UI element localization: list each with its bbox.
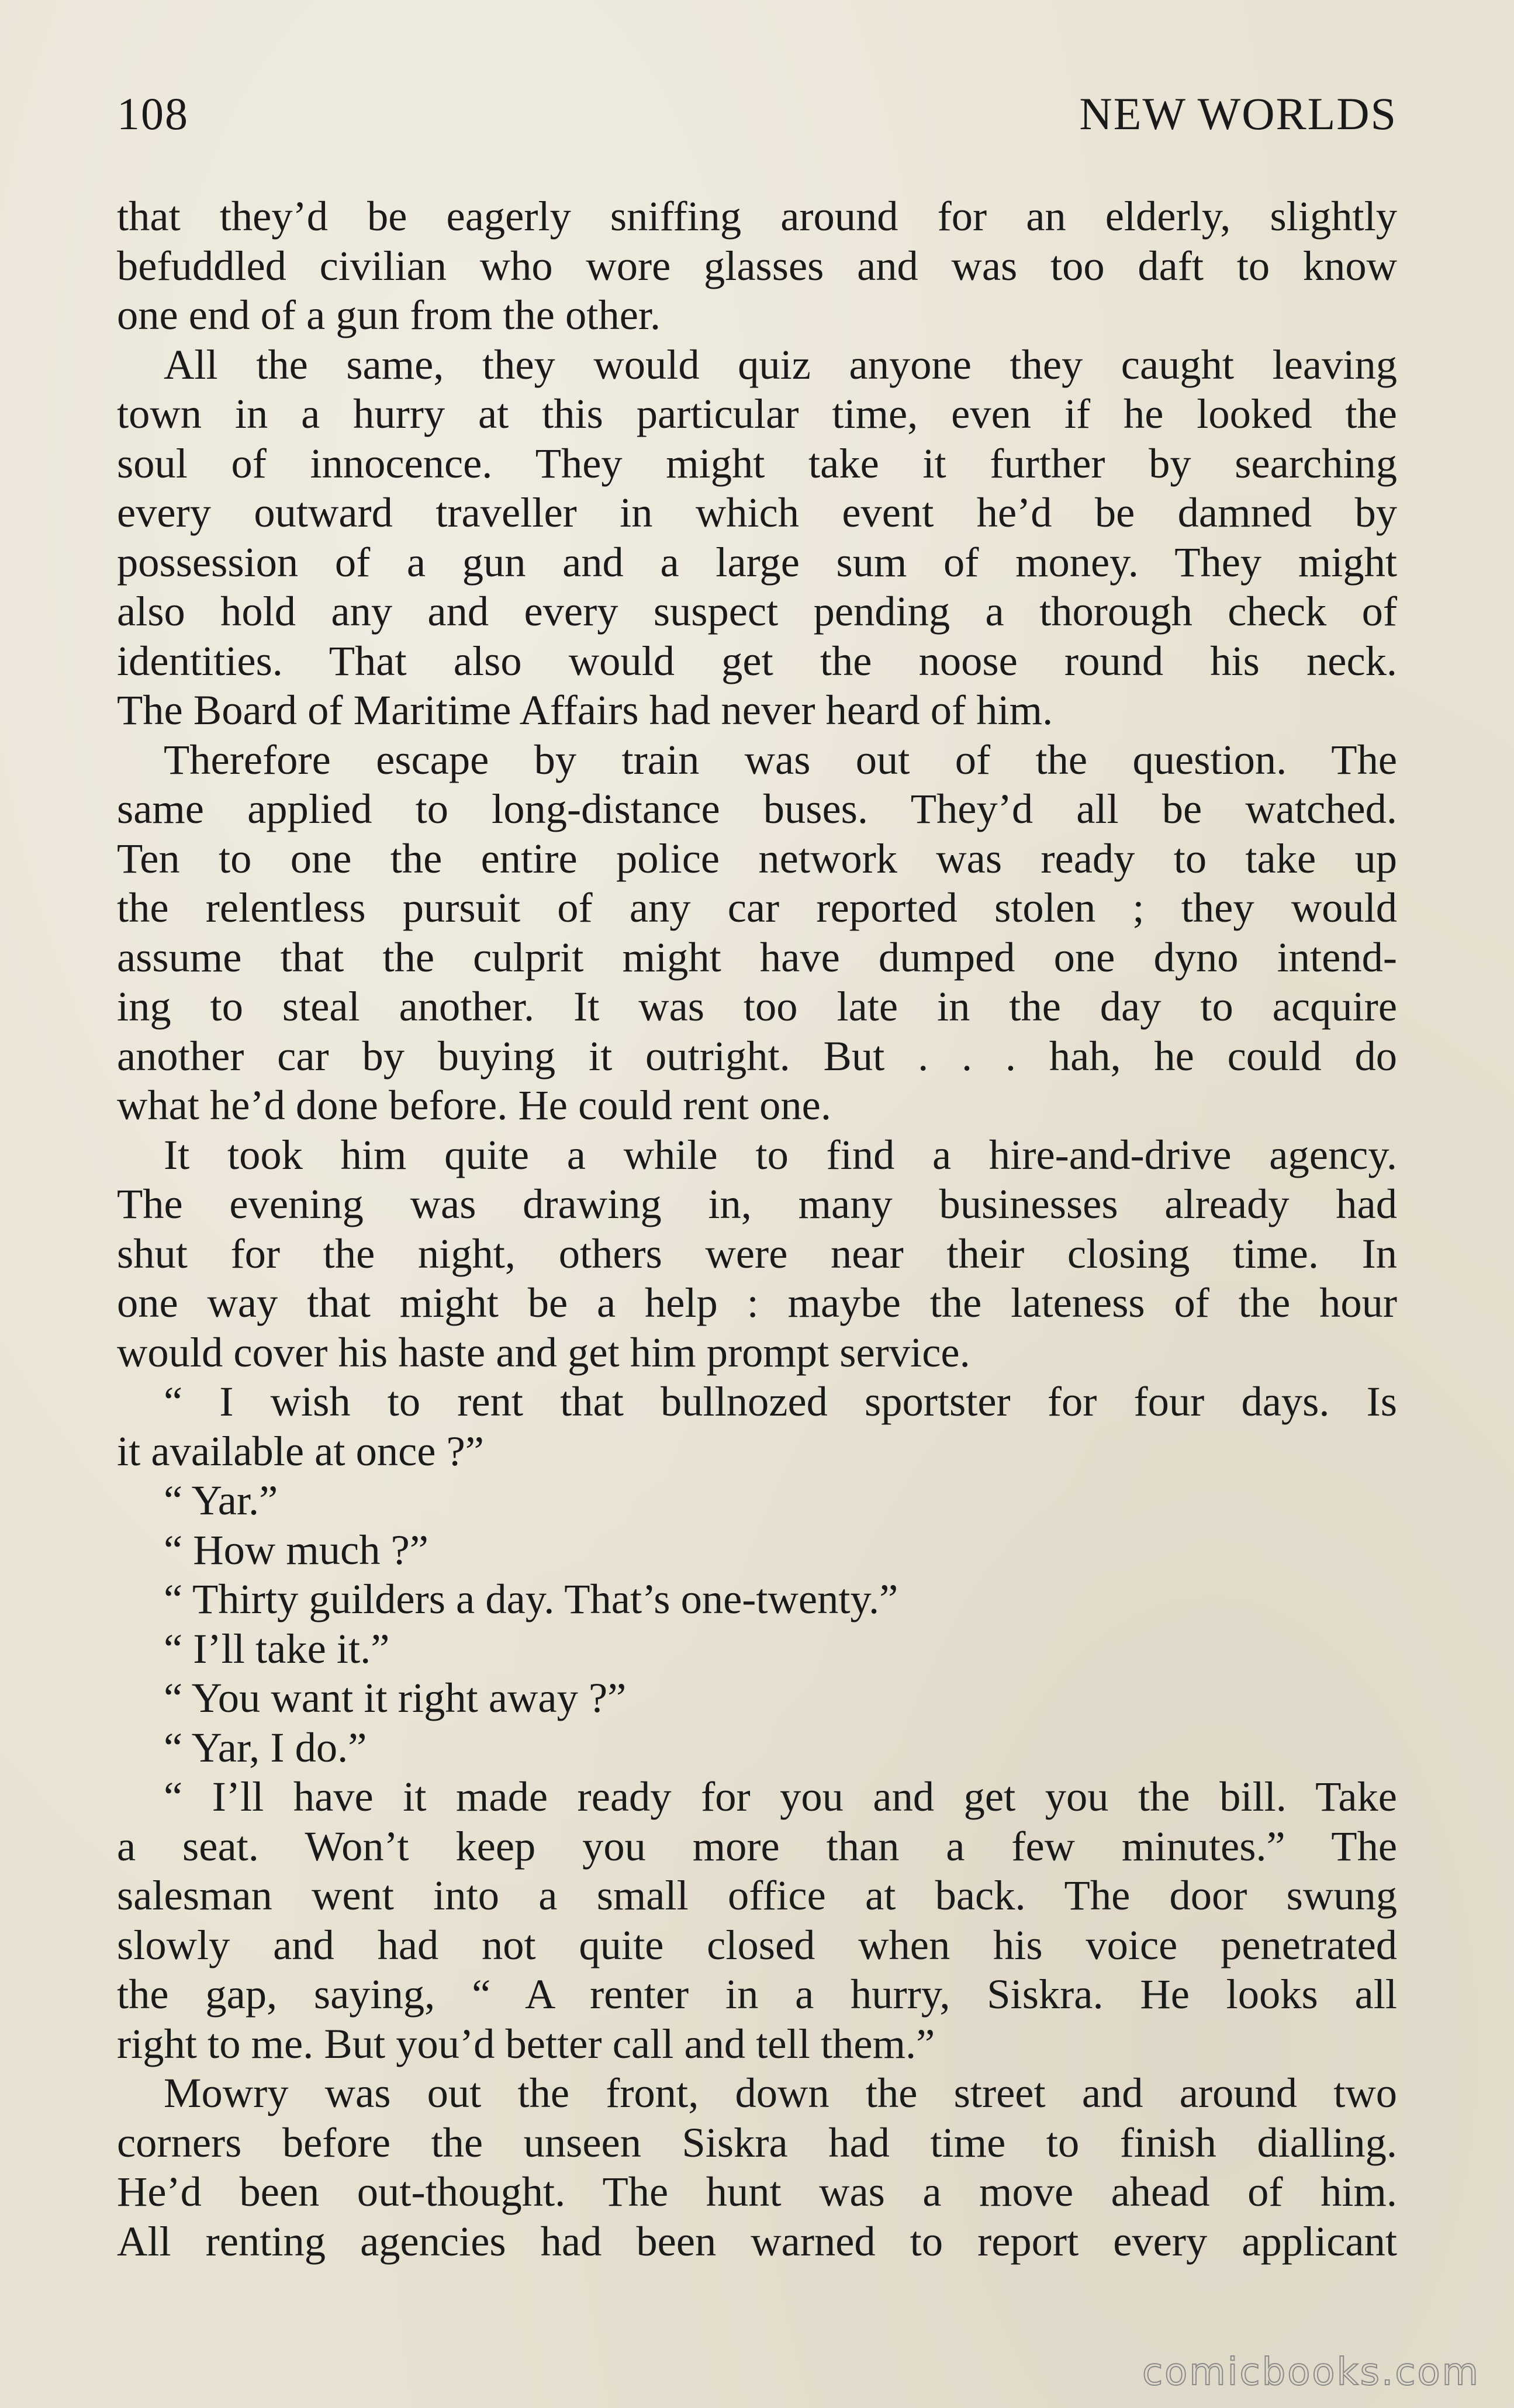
text-line: that they’d be eagerly sniffing around for an elderly, slightly	[117, 192, 1397, 240]
text-line: “ Thirty guilders a day. That’s one-twenty.”	[164, 1575, 898, 1622]
text-line: The Board of Maritime Affairs had never heard of him.	[117, 686, 1053, 734]
text-line: “ Yar.”	[164, 1476, 278, 1524]
book-page	[117, 88, 1397, 2344]
text-line: The evening was drawing in, many businesses already had	[117, 1180, 1397, 1227]
text-line: It took him quite a while to find a hire-and-drive agency.	[164, 1130, 1397, 1178]
text-line: would cover his haste and get him prompt service.	[117, 1328, 970, 1376]
text-line: it available at once ?”	[117, 1427, 484, 1475]
text-line: “ You want it right away ?”	[164, 1674, 627, 1721]
text-line: slowly and had not quite closed when his voice penetrated	[117, 1921, 1397, 1968]
text-line: “ I’ll have it made ready for you and get you the bill. Take	[164, 1773, 1397, 1820]
text-line: Therefore escape by train was out of the question. The	[164, 735, 1397, 783]
text-line: same applied to long-distance buses. They’d all be watched.	[117, 785, 1397, 832]
text-line: salesman went into a small office at back. The door swung	[117, 1871, 1397, 1919]
text-line: “ How much ?”	[164, 1525, 428, 1573]
text-line: one end of a gun from the other.	[117, 291, 661, 338]
text-line: identities. That also would get the noose round his neck.	[117, 636, 1397, 684]
text-line: possession of a gun and a large sum of money. They might	[117, 538, 1397, 586]
text-line: another car by buying it outright. But . . . hah, he could do	[117, 1032, 1397, 1080]
text-line: what he’d done before. He could rent one.	[117, 1081, 831, 1129]
text-line: the gap, saying, “ A renter in a hurry, Siskra. He looks all	[117, 1970, 1397, 2018]
text-line: the relentless pursuit of any car reported stolen ; they would	[117, 884, 1397, 931]
text-line: town in a hurry at this particular time, even if he looked the	[117, 390, 1397, 437]
text-line: He’d been out-thought. The hunt was a move ahead of him.	[117, 2168, 1397, 2215]
running-head	[117, 88, 1397, 152]
text-line: assume that the culprit might have dumped one dyno intend-	[117, 933, 1397, 981]
text-line: All the same, they would quiz anyone they caught leaving	[164, 340, 1397, 388]
text-line: ing to steal another. It was too late in the day to acquire	[117, 982, 1397, 1030]
text-line: one way that might be a help : maybe the lateness of the hour	[117, 1279, 1397, 1326]
text-line: befuddled civilian who wore glasses and was too daft to know	[117, 241, 1397, 289]
text-line: right to me. But you’d better call and tell them.”	[117, 2019, 935, 2067]
text-line: every outward traveller in which event he’d be damned by	[117, 489, 1397, 536]
body-text	[117, 192, 1397, 2266]
text-line: Ten to one the entire police network was ready to take up	[117, 834, 1397, 882]
text-line: “ Yar, I do.”	[164, 1723, 367, 1771]
text-line: soul of innocence. They might take it further by searching	[117, 439, 1397, 487]
text-line: shut for the night, others were near their closing time. In	[117, 1229, 1397, 1277]
watermark: comicbooks.com	[1142, 2351, 1480, 2394]
text-line: a seat. Won’t keep you more than a few minutes.” The	[117, 1822, 1397, 1870]
text-line: also hold any and every suspect pending a thorough check of	[117, 587, 1397, 635]
text-line: Mowry was out the front, down the street and around two	[164, 2069, 1397, 2116]
page-number: 108	[117, 88, 189, 139]
text-line: “ I’ll take it.”	[164, 1624, 390, 1672]
running-title: NEW WORLDS	[1079, 88, 1397, 139]
text-line: corners before the unseen Siskra had time to finish dialling.	[117, 2118, 1397, 2166]
text-line: “ I wish to rent that bullnozed sportster for four days. Is	[164, 1378, 1397, 1425]
text-line: All renting agencies had been warned to report every applicant	[117, 2217, 1397, 2265]
